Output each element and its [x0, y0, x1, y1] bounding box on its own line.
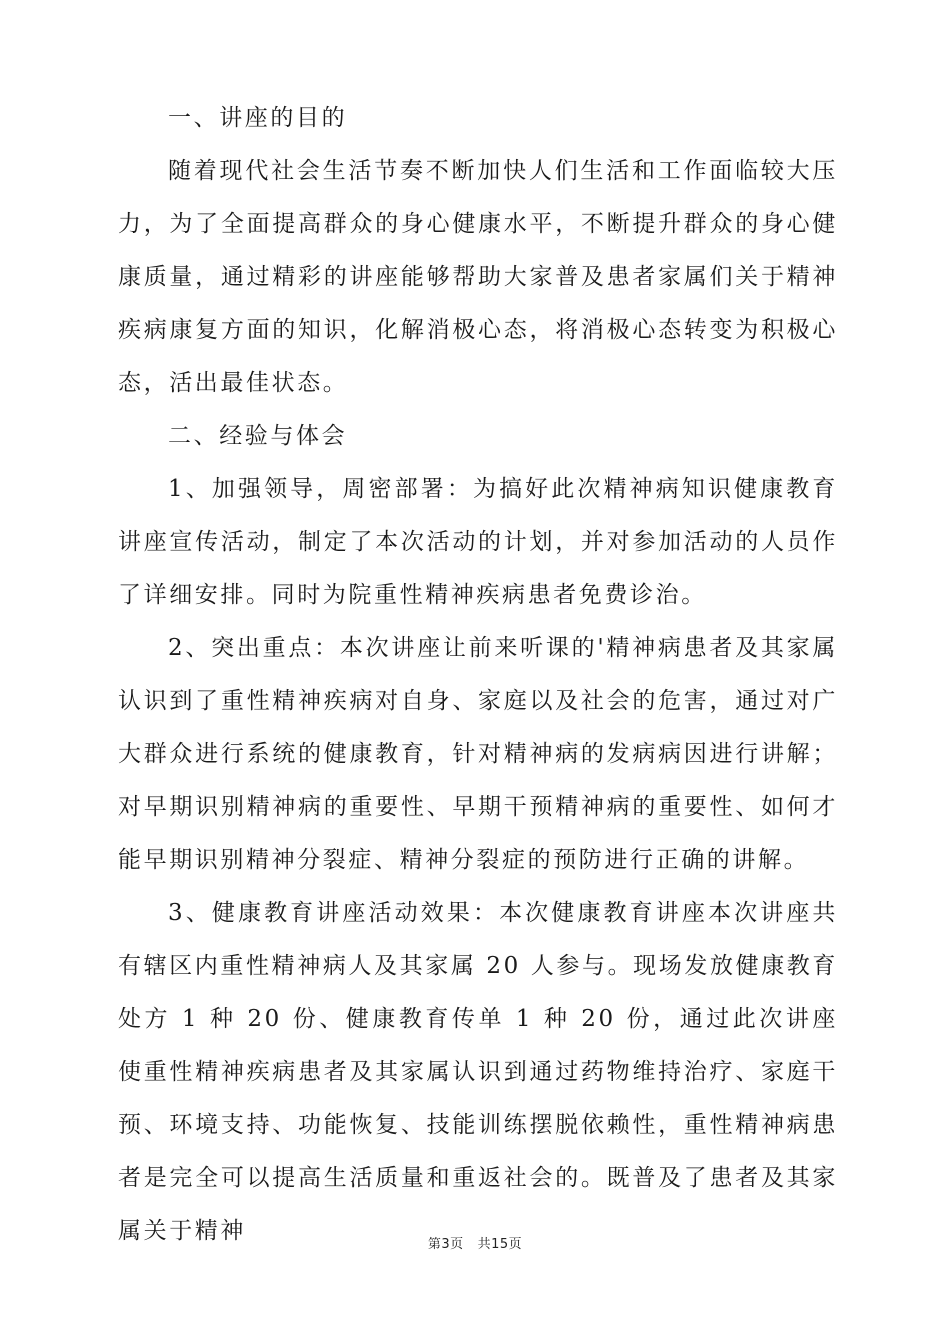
- document-body: [118, 92, 838, 1258]
- paragraph-purpose: 随着现代社会生活节奏不断加快人们生活和工作面临较大压力，为了全面提高群众的身心健康水平，不断提升群众的身心健康质量，通过精彩的讲座能够帮助大家普及患者家属们关于精神疾病康复方面的知识，化解消极心态，将消极心态转变为积极心态，活出最佳状态。: [118, 158, 838, 396]
- paragraph-focus: 2、突出重点：本次讲座让前来听课的'精神病患者及其家属认识到了重性精神疾病对自身、家庭以及社会的危害，通过对广大群众进行系统的健康教育，针对精神病的发病病因进行讲解；对早期识别精神病的重要性、早期干预精神病的重要性、如何才能早期识别精神分裂症、精神分裂症的预防进行正确的讲解。: [118, 635, 838, 873]
- paragraph-effect: 3、健康教育讲座活动效果：本次健康教育讲座本次讲座共有辖区内重性精神病人及其家属 20 人参与。现场发放健康教育处方 1 种 20 份、健康教育传单 1 种 20 份，通过此次讲座使重性精神疾病患者及其家属认识到通过药物维持治疗、家庭干预、环境支持、功能恢复、技能训练摆脱依赖性，重性精神病患者是完全可以提高生活质量和重返社会的。既普及了患者及其家属关于精神: [118, 900, 838, 1244]
- section-heading-purpose: 一、讲座的目的: [168, 105, 348, 131]
- page-number: 第3页: [427, 1237, 464, 1252]
- page-footer: [0, 1233, 950, 1252]
- section-heading-experience: 二、经验与体会: [168, 423, 348, 449]
- page-total: 共15页: [477, 1237, 523, 1252]
- paragraph-leadership: 1、加强领导，周密部署：为搞好此次精神病知识健康教育讲座宣传活动，制定了本次活动的计划，并对参加活动的人员作了详细安排。同时为院重性精神疾病患者免费诊治。: [118, 476, 838, 608]
